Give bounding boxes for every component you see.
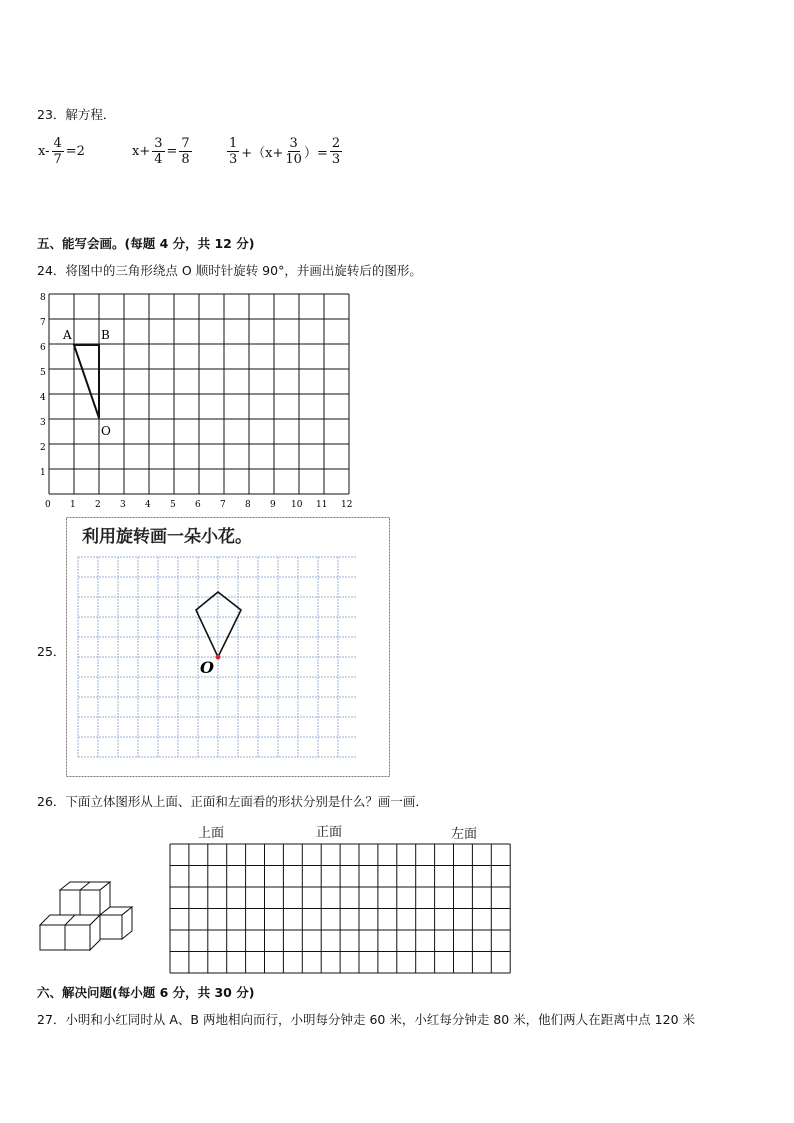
- eq2-numerator-1: 3: [154, 136, 163, 151]
- q25-label: 25．: [37, 644, 66, 659]
- point-o-label: O: [200, 658, 214, 677]
- view-left-label: 左面: [451, 827, 478, 842]
- y-tick-label: 6: [40, 343, 46, 353]
- eq2-numerator-2: 7: [181, 136, 190, 151]
- x-tick-label: 6: [195, 500, 201, 510]
- eq3-fraction-3: [330, 136, 342, 167]
- equation-3: [226, 136, 343, 167]
- y-tick-label: 8: [40, 293, 46, 303]
- eq2-fraction-2: [179, 136, 191, 167]
- y-axis-ticks: [40, 293, 46, 478]
- eq2-equals: =: [166, 144, 178, 159]
- eq3-denominator-2: 10: [285, 152, 302, 167]
- y-tick-label: 5: [40, 368, 46, 378]
- equation-1: [37, 136, 86, 167]
- eq3-equals: ）=: [303, 146, 328, 161]
- eq2-fraction-1: [152, 136, 164, 167]
- x-tick-label: 5: [170, 500, 176, 510]
- y-tick-label: 2: [40, 443, 46, 453]
- eq1-fraction: [52, 136, 64, 167]
- x-tick-label: 2: [95, 500, 101, 510]
- x-tick-label: 11: [316, 500, 328, 510]
- eq3-numerator-1: 1: [229, 136, 238, 151]
- eq2-prefix: x+: [132, 144, 151, 159]
- q24-coordinate-grid: [34, 292, 360, 510]
- x-tick-label: 8: [245, 500, 251, 510]
- q24-label: 24．将图中的三角形绕点 O 顺时针旋转 90°，并画出旋转后的图形。: [37, 263, 422, 278]
- point-o-label: O: [101, 424, 111, 438]
- figure-title: 利用旋转画一朵小花。: [82, 527, 252, 547]
- equation-2: [131, 136, 193, 167]
- q23-label: 23．解方程．: [37, 107, 116, 122]
- q27-label: 27．小明和小红同时从 A、B 两地相向而行，小明每分钟走 60 米，小红每分钟走 80 米，他们两人在距离中点 120 米: [37, 1012, 695, 1027]
- point-o-dot: [216, 655, 221, 660]
- y-tick-label: 4: [40, 393, 46, 403]
- eq1-denominator: 7: [53, 152, 62, 167]
- triangle-abo: [74, 345, 99, 418]
- x-tick-label: 7: [220, 500, 226, 510]
- view-front-label: 正面: [316, 825, 343, 840]
- grid-lines: [170, 844, 510, 973]
- eq2-denominator-1: 4: [154, 152, 163, 167]
- section-5-title: 五、能写会画。(每题 4 分，共 12 分): [37, 236, 255, 251]
- section-6-title: 六、解决问题(每小题 6 分，共 30 分): [37, 985, 255, 1000]
- eq3-middle: +（x+: [241, 146, 284, 161]
- x-tick-label: 9: [270, 500, 276, 510]
- eq2-denominator-2: 8: [181, 152, 190, 167]
- q26-label: 26．下面立体图形从上面、正面和左面看的形状分别是什么？画一画．: [37, 794, 428, 809]
- eq1-numerator: 4: [53, 136, 62, 151]
- view-top-label: 上面: [198, 826, 225, 841]
- view-drawing-grid: [169, 843, 512, 974]
- eq3-numerator-3: 2: [331, 136, 341, 151]
- eq1-suffix: =2: [65, 144, 85, 159]
- x-tick-label: 1: [70, 500, 76, 510]
- y-tick-label: 1: [40, 468, 46, 478]
- grid-lines: [49, 294, 349, 494]
- eq3-numerator-2: 3: [289, 136, 298, 151]
- x-tick-label: 3: [120, 500, 126, 510]
- x-tick-label: 12: [341, 500, 353, 510]
- x-tick-label: 0: [45, 500, 51, 510]
- eq3-denominator-1: 3: [229, 152, 238, 167]
- eq3-fraction-1: [227, 136, 239, 167]
- y-tick-label: 7: [40, 318, 46, 328]
- eq3-denominator-3: 3: [331, 152, 341, 167]
- eq3-fraction-2: [285, 136, 302, 167]
- point-a-label: A: [63, 328, 72, 342]
- q25-flower-figure: [66, 517, 391, 778]
- y-tick-label: 3: [40, 418, 46, 428]
- figure-frame: [67, 518, 390, 777]
- cube-stack-figure: [38, 880, 136, 952]
- eq1-prefix: x-: [38, 144, 50, 159]
- x-tick-label: 10: [291, 500, 303, 510]
- x-tick-label: 4: [145, 500, 151, 510]
- x-axis-ticks: [45, 500, 352, 510]
- point-b-label: B: [101, 328, 110, 342]
